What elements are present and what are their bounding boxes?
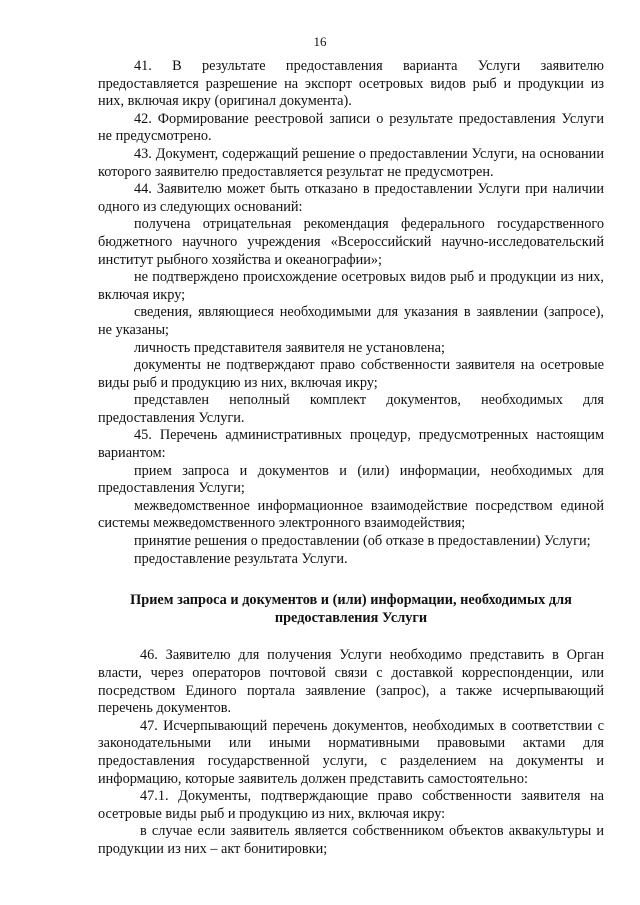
paragraph: межведомственное информационное взаимодействие посредством единой системы межведомственного электронного взаимодействия; xyxy=(98,497,604,532)
paragraph: документы не подтверждают право собственности заявителя на осетровые виды рыб и продукцию из них, включая икру; xyxy=(98,357,604,391)
paragraph: 42. Формирование реестровой записи о результате предоставления Услуги не предусмотрено. xyxy=(98,110,604,145)
paragraphs-after-heading xyxy=(98,647,604,858)
paragraph: прием запроса и документов и (или) информации, необходимых для предоставления Услуги; xyxy=(98,462,604,497)
paragraph: 44. Заявителю может быть отказано в предоставлении Услуги при наличии одного из следующих оснований: xyxy=(98,181,604,215)
paragraphs-before-heading xyxy=(98,58,604,568)
paragraph: 47. Исчерпывающий перечень документов, необходимых в соответствии с законодательными или иными нормативными правовыми актами для предоставления государственной услуги, с разделением на документы и информацию, которые заявитель должен представить самостоятельно: xyxy=(98,717,604,787)
paragraph: 43. Документ, содержащий решение о предоставлении Услуги, на основании которого заявителю предоставляется результат не предусмотрен. xyxy=(98,145,604,180)
paragraph: не подтверждено происхождение осетровых видов рыб и продукции из них, включая икру; xyxy=(98,269,604,303)
page-number: 16 xyxy=(313,34,327,49)
paragraph: получена отрицательная рекомендация федерального государственного бюджетного научного учреждения «Всероссийский научно-исследовательский институт рыбного хозяйства и океанографии»; xyxy=(98,216,604,268)
paragraph: 41. В результате предоставления варианта Услуги заявителю предоставляется разрешение на экспорт осетровых видов рыб и продукции из них, включая икру (оригинал документа). xyxy=(98,58,604,110)
paragraph: 45. Перечень административных процедур, предусмотренных настоящим вариантом: xyxy=(98,427,604,462)
paragraph: в случае если заявитель является собственником объектов аквакультуры и продукции из них – акт бонитировки; xyxy=(98,823,604,857)
paragraph: 47.1. Документы, подтверждающие право собственности заявителя на осетровые виды рыб и продукцию из них, включая икру: xyxy=(98,788,604,822)
paragraph: предоставление результата Услуги. xyxy=(134,550,348,567)
paragraph: представлен неполный комплект документов, необходимых для предоставления Услуги. xyxy=(98,392,604,426)
paragraph: сведения, являющиеся необходимыми для указания в заявлении (запросе), не указаны; xyxy=(98,304,604,338)
paragraph: 46. Заявителю для получения Услуги необходимо представить в Орган власти, через операторов почтовой связи с доставкой корреспонденции, или посредством Единого портала заявление (запрос), а также исчерпывающий перечень документов. xyxy=(98,647,604,717)
paragraph: личность представителя заявителя не установлена; xyxy=(134,339,445,356)
paragraph: принятие решения о предоставлении (об отказе в предоставлении) Услуги; xyxy=(134,533,591,550)
section-heading: Прием запроса и документов и (или) информации, необходимых для предоставления Услуги xyxy=(130,592,572,626)
document-body xyxy=(98,58,604,859)
